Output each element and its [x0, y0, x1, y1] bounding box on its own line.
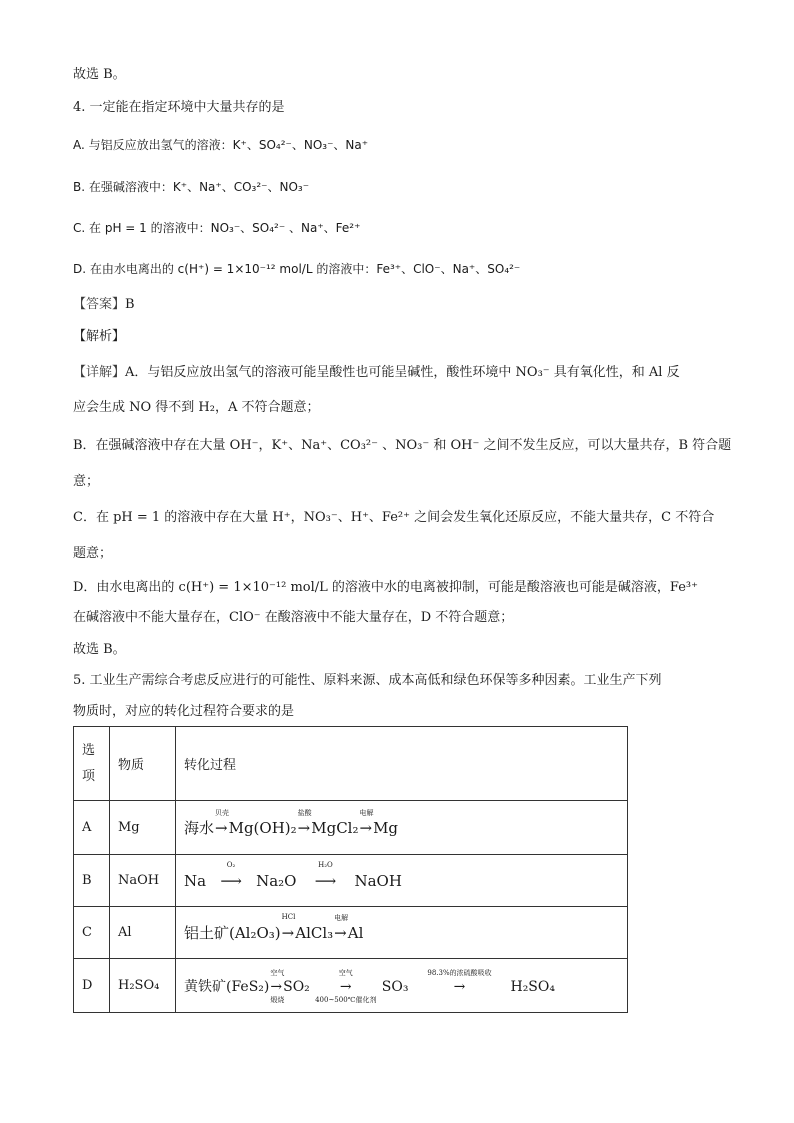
question-4-option-d: D. 在由水电离出的 c(H⁺) = 1×10⁻¹² mol/L 的溶液中：Fe³⁺、ClO⁻、Na⁺、SO₄²⁻	[73, 262, 521, 276]
row-c-process: 铝土矿(Al₂O₃) HCl →AlCl₃ 电解 →Al	[176, 907, 628, 959]
detail-line-7: D．由水电离出的 c(H⁺) = 1×10⁻¹² mol/L 的溶液中水的电离被抑制，可能是酸溶液也可能是碱溶液，Fe³⁺	[73, 580, 698, 595]
header-option: 选项	[74, 727, 110, 801]
question-4-stem: 4. 一定能在指定环境中大量共存的是	[73, 100, 285, 115]
row-b-option: B	[74, 855, 110, 907]
detail-line-6: 题意；	[73, 546, 113, 561]
question-5-stem-line-1: 5. 工业生产需综合考虑反应进行的可能性、原料来源、成本高低和绿色环保等多种因素。工业生产下列	[73, 673, 662, 688]
row-a-option: A	[74, 801, 110, 855]
conclusion-line-2: 故选 B。	[73, 642, 126, 657]
table-row	[74, 959, 628, 1013]
row-b-substance: NaOH	[110, 855, 176, 907]
detail-line-3: B．在强碱溶液中存在大量 OH⁻，K⁺、Na⁺、CO₃²⁻ 、NO₃⁻ 和 OH⁻ 之间不发生反应，可以大量共存，B 符合题	[73, 438, 732, 453]
header-substance: 物质	[110, 727, 176, 801]
detail-line-1	[73, 363, 680, 383]
header-process: 转化过程	[176, 727, 628, 801]
detail-line-8: 在碱溶液中不能大量存在，ClO⁻ 在酸溶液中不能大量存在，D 不符合题意；	[73, 610, 514, 625]
question-4-option-a: A. 与铝反应放出氢气的溶液：K⁺、SO₄²⁻、NO₃⁻、Na⁺	[73, 138, 369, 152]
question-4-option-b: B. 在强碱溶液中：K⁺、Na⁺、CO₃²⁻、NO₃⁻	[73, 180, 310, 194]
row-d-process: 黄铁矿(FeS₂) 空气 → 煅烧 SO₂ 空气 → 400~500℃催化剂 SO₃ 98.3%的浓硫酸吸收 → H₂SO₄	[176, 959, 628, 1013]
row-d-substance: H₂SO₄	[110, 959, 176, 1013]
row-a-substance: Mg	[110, 801, 176, 855]
analysis-tag: 【解析】	[73, 329, 126, 344]
answer-value: B	[125, 297, 135, 312]
conclusion-line-1: 故选 B。	[73, 67, 126, 82]
detail-line-2: 应会生成 NO 得不到 H₂，A 不符合题意；	[73, 400, 320, 415]
options-table	[73, 726, 628, 1013]
answer-tag: 【答案】	[73, 297, 126, 312]
row-c-option: C	[74, 907, 110, 959]
table-header-row	[74, 727, 628, 801]
table-row	[74, 855, 628, 907]
question-4-option-c: C. 在 pH = 1 的溶液中：NO₃⁻、SO₄²⁻ 、Na⁺、Fe²⁺	[73, 221, 361, 235]
detail-line-5: C．在 pH = 1 的溶液中存在大量 H⁺，NO₃⁻、H⁺、Fe²⁺ 之间会发生氧化还原反应，不能大量共存，C 不符合	[73, 510, 715, 525]
row-c-substance: Al	[110, 907, 176, 959]
detail-line-4: 意；	[73, 474, 100, 489]
row-d-option: D	[74, 959, 110, 1013]
detail-tag: 【详解】	[73, 365, 126, 380]
table-row	[74, 907, 628, 959]
answer-line	[73, 295, 135, 315]
row-b-process: Na O₂ ⟶ Na₂O H₂O ⟶ NaOH	[176, 855, 628, 907]
detail-text-1: A．与铝反应放出氢气的溶液可能呈酸性也可能呈碱性，酸性环境中 NO₃⁻ 具有氧化性，和 Al 反	[125, 365, 680, 380]
question-5-stem-line-2: 物质时，对应的转化过程符合要求的是	[73, 704, 295, 719]
table-row	[74, 801, 628, 855]
row-a-process: 海水 贝壳 →Mg(OH)₂ 盐酸 →MgCl₂ 电解 →Mg	[176, 801, 628, 855]
